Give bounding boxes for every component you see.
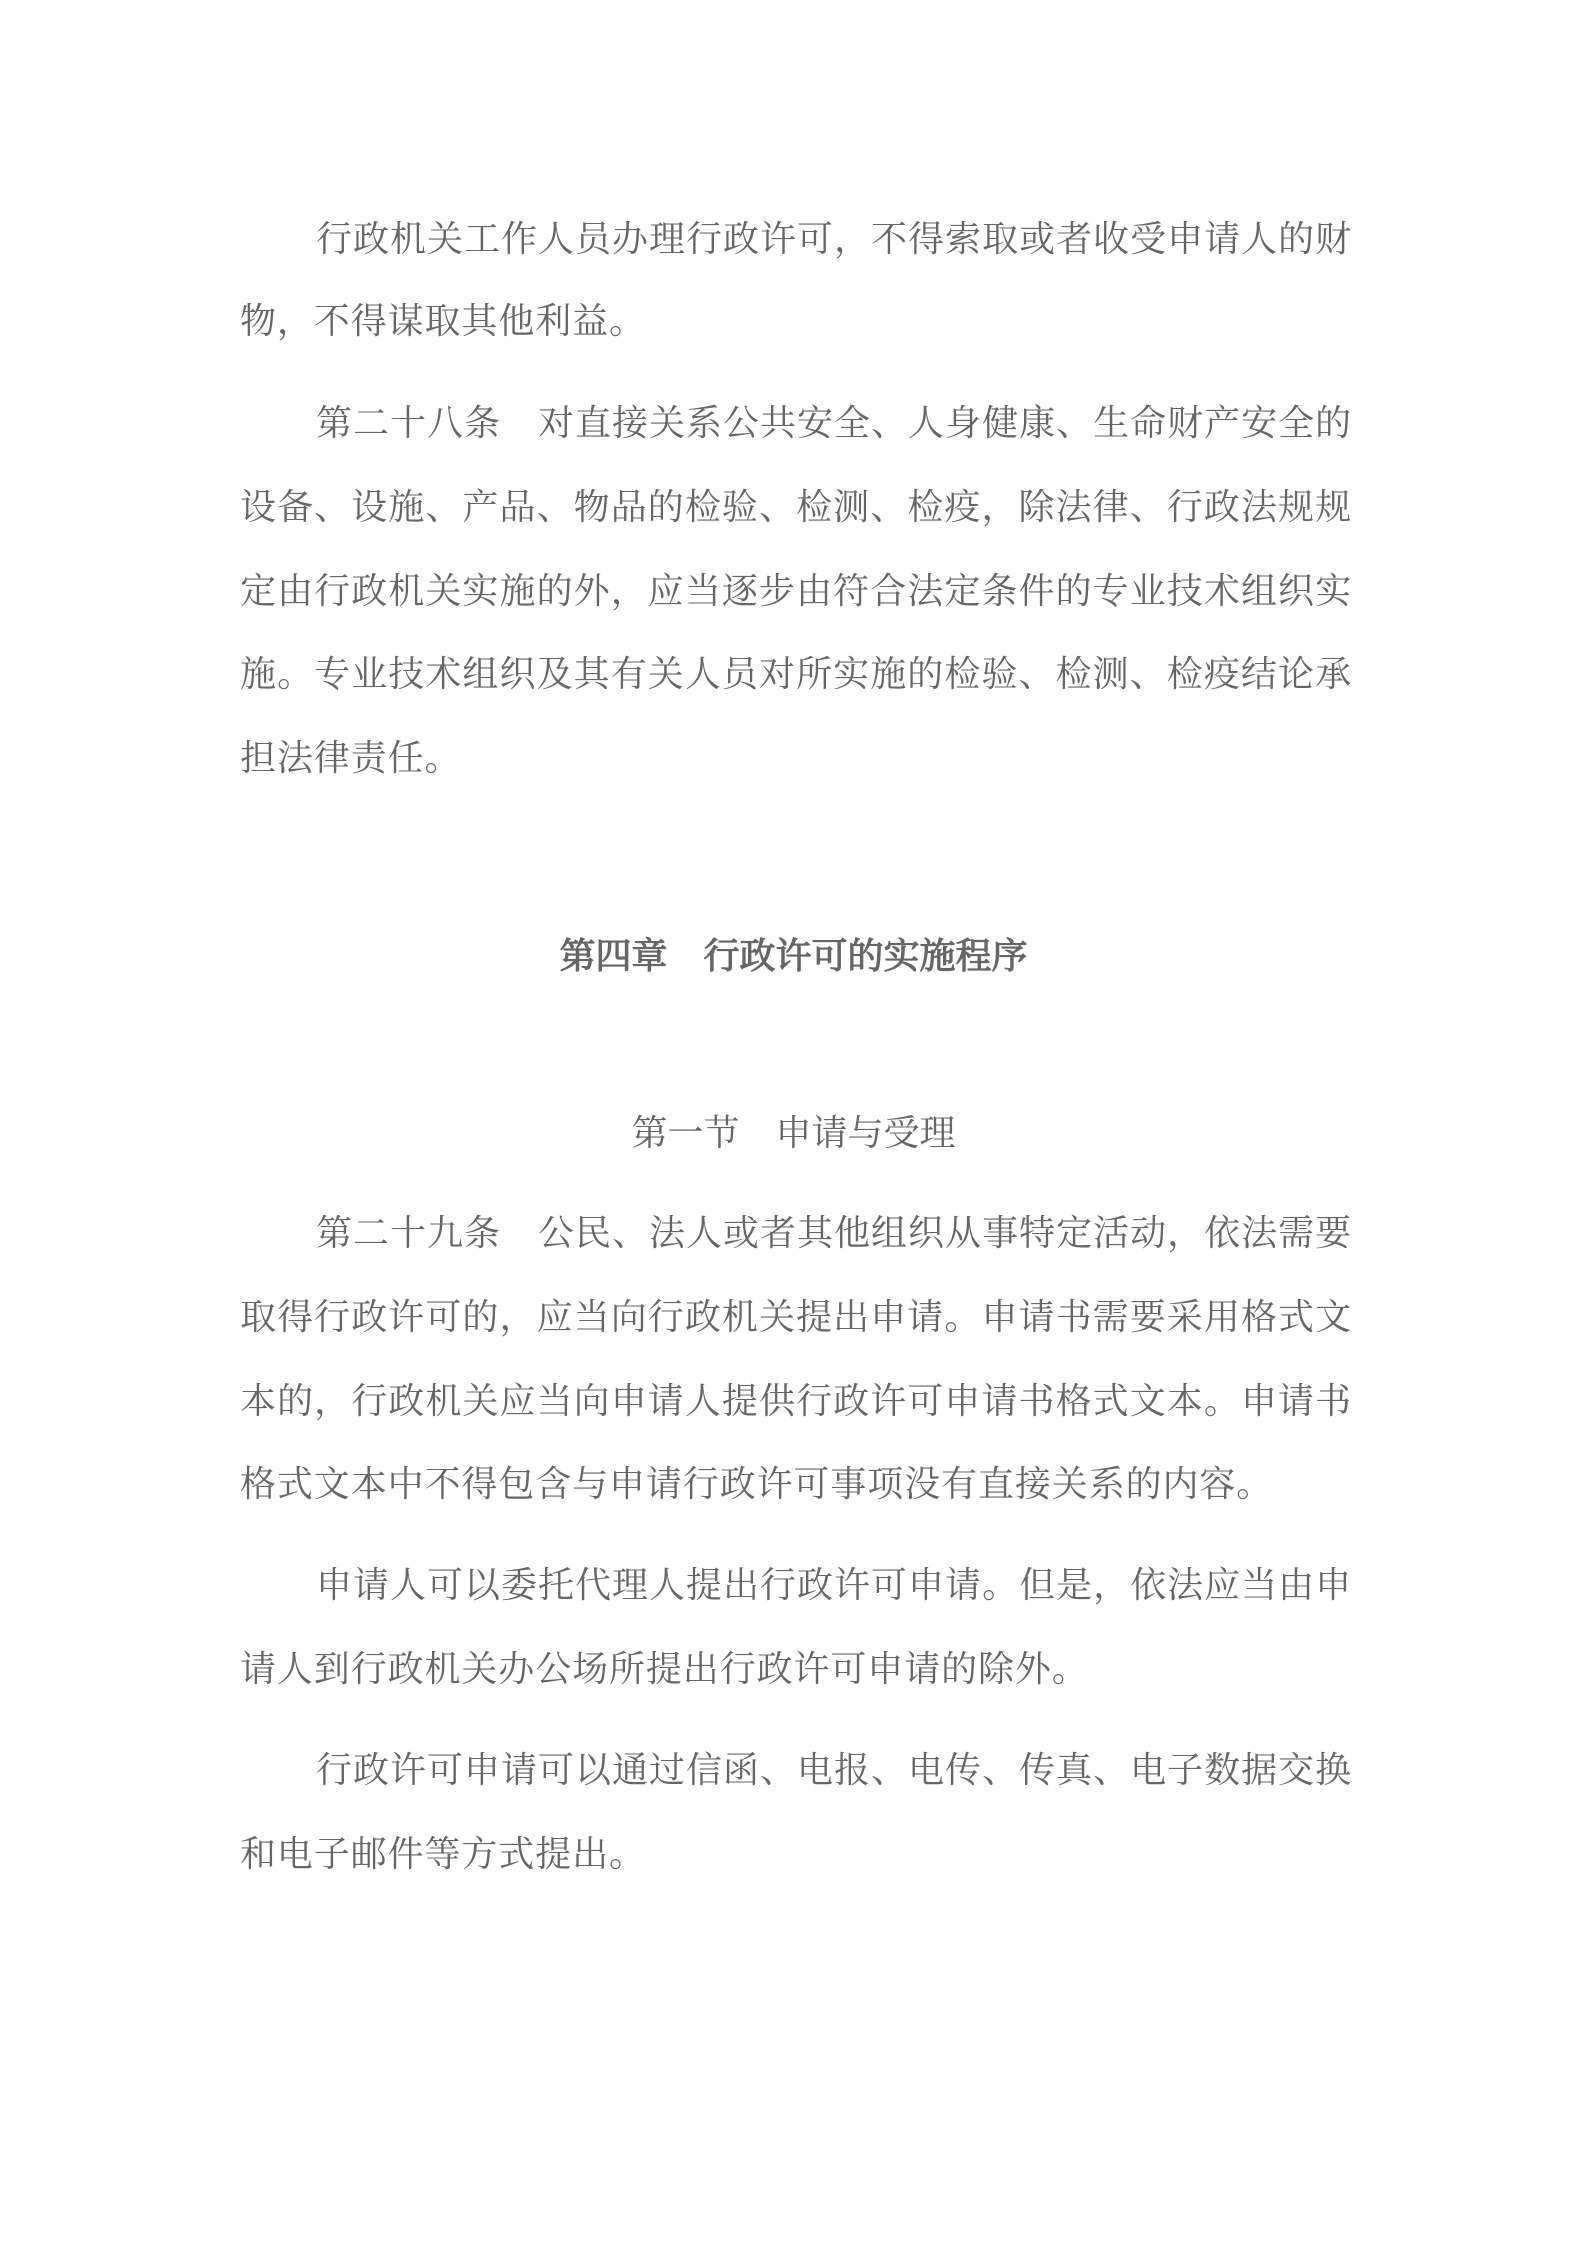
text-line: 申请人可以委托代理人提出行政许可申请。但是，依法应当由申 xyxy=(316,1565,1352,1606)
text-line: 物，不得谋取其他利益。 xyxy=(240,301,646,342)
text-line: 请人到行政机关办公场所提出行政许可申请的除外。 xyxy=(240,1649,1089,1690)
chapter-heading: 第四章 行政许可的实施程序 xyxy=(559,936,1028,977)
text-line: 格式文本中不得包含与申请行政许可事项没有直接关系的内容。 xyxy=(240,1464,1274,1505)
text-line: 行政机关工作人员办理行政许可，不得索取或者收受申请人的财 xyxy=(316,219,1352,260)
text-line: 行政许可申请可以通过信函、电报、电传、传真、电子数据交换 xyxy=(316,1750,1352,1791)
section-heading: 第一节 申请与受理 xyxy=(631,1113,956,1154)
text-line: 担法律责任。 xyxy=(240,738,462,779)
text-line: 取得行政许可的，应当向行政机关提出申请。申请书需要采用格式文 xyxy=(240,1297,1352,1338)
text-line: 第二十九条 公民、法人或者其他组织从事特定活动，依法需要 xyxy=(316,1213,1352,1254)
text-line: 施。专业技术组织及其有关人员对所实施的检验、检测、检疫结论承 xyxy=(240,654,1352,695)
text-line: 第二十八条 对直接关系公共安全、人身健康、生命财产安全的 xyxy=(316,403,1352,444)
text-line: 定由行政机关实施的外，应当逐步由符合法定条件的专业技术组织实 xyxy=(240,571,1352,612)
text-line: 本的，行政机关应当向申请人提供行政许可申请书格式文本。申请书 xyxy=(240,1381,1352,1422)
text-line: 设备、设施、产品、物品的检验、检测、检疫，除法律、行政法规规 xyxy=(240,487,1352,528)
text-line: 和电子邮件等方式提出。 xyxy=(240,1834,646,1875)
